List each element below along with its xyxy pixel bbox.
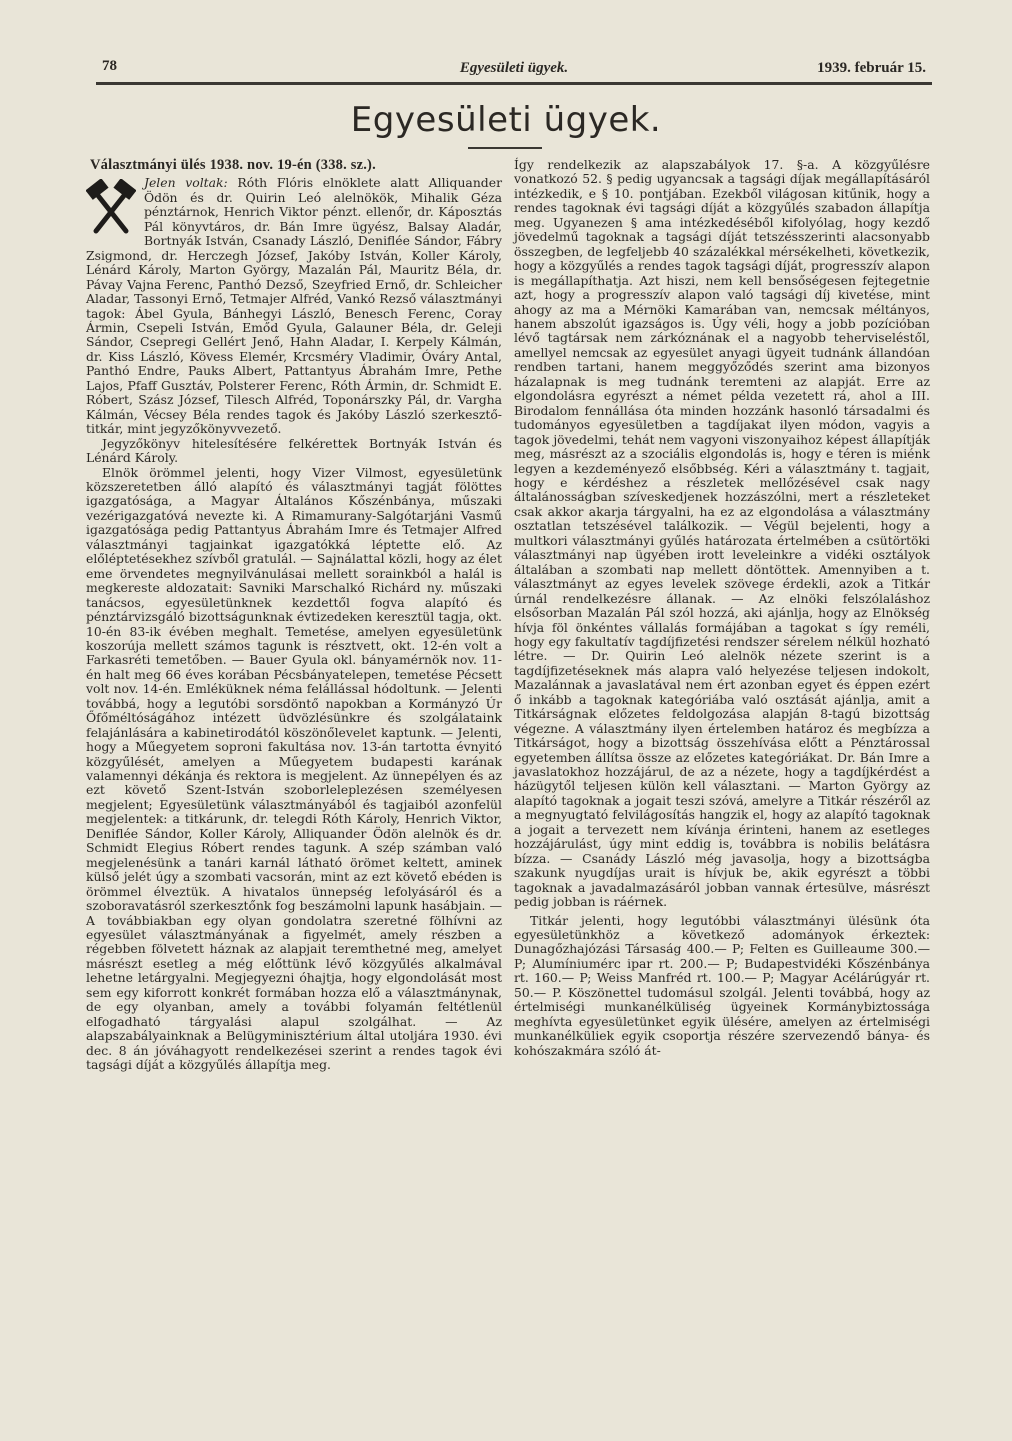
crossed-hammers-icon [86, 179, 136, 239]
attendance-paragraph [86, 176, 502, 436]
section-heading: Választmányi ülés 1938. nov. 19-én (338. sz.). [90, 157, 376, 173]
running-title: Egyesületi ügyek. [459, 60, 569, 76]
minutes-paragraph: Elnök örömmel jelenti, hogy Vizer Vilmost, egyesületünk közszeretetben álló alapító és választmányi tagját fölöttes igazgatósága, a Magyar Általános Kőszénbánya, műszaki vezérigazgatóvá nevezte ki. A Rimamurany-Salgótarjáni Vasmű igazgatósága pedig Pattantyus Ábrahám Imre és Tetmajer Alfred választmányi tagjainkat igazgatókká léptette elő. Az előléptetésekhez szívből gratulál. — Sajnálattal közli, hogy az élet eme örvendetes megnyilvánulásai mellett sorainkból a halál is megkereste aldozatait: Savniki Marschalkó Richárd ny. műszaki tanácsos, egyesületünknek kezdettől fogva alapító és pénztárvizsgáló bizottságunknak évtizedeken keresztül tagja, okt. 10-én 83-ik évében meghalt. Temetése, amelyen egyesületünk koszorúja mellett számos tagunk is résztvett, okt. 12-én volt a Farkasréti temetőben. — Bauer Gyula okl. bányamérnök nov. 11-én halt meg 66 éves korában Pécsbányatelepen, temetése Pécsett volt nov. 14-én. Emléküknek néma felállással hódoltunk. — Jelenti továbbá, hogy a legutóbi sorsdöntő napokban a Kormányzó Úr Őfőméltóságához intézett üdvözlésünkre és szolgálataink felajánlására a kabinetirodától köszönőlevelet kaptunk. — Jelenti, hogy a Műegyetem soproni fakultása nov. 13-án tartotta évnyitó közgyűlését, amelyen a Műegyetem budapesti karának valamennyi dékánja és rektora is megjelent. Az ünnepélyen és az ezt követő Szent-István szoborleleplezésen személyesen megjelent; Egyesületünk választmányából és tagjaiból azonfelül megjelentek: a titkárunk, dr. telegdi Róth Károly, Henrich Viktor, Deniflée Sándor, Koller Károly, Alliquander Ödön alelnök és dr. Schmidt Elegius Róbert rendes tagunk. A szép számban való megjelenésünk a tanári karnál látható örömet keltett, aminek külső jelét úgy a szombati vacsorán, mint az ezt követő ebéden is örömmel élveztük. A hivatalos ünnepség lefolyásáról és a szoboravatásról szerkesztőnk fog beszámolni lapunk hasábjain. — A továbbiakban egy olyan gondolatra szeretné fölhívni az egyesület választmányának a figyelmét, amely részben a régebben fölvetett háznak az alapjait teremthetné meg, amelyet másrészt esetleg a még előttünk lévő közgyűlés alkalmával lehetne letárgyalni. Megjegyezni óhajtja, hogy elgondolását most sem egy kiforrott konkrét formában hozza elő a választmánynak, de egy olyanban, amely a további folyamán feltétlenül elfogadható tárgyalási alapul szolgálhat. — Az alapszabályainknak a Belügyminisztérium által utoljára 1930. évi dec. 8 án jóváhagyott rendelkezései szerint a rendes tagok évi tagsági díját a közgyűlés állapítja meg. [86, 464, 502, 1073]
page-title: Egyesületi ügyek. [350, 100, 662, 140]
issue-date: 1939. február 15. [817, 60, 926, 76]
page-number: 78 [102, 58, 117, 74]
header-rule [96, 82, 932, 85]
title-rule [468, 147, 542, 149]
left-column [86, 158, 502, 1073]
attendance-list: Róth Flóris elnöklete alatt Alliquander Ödön és dr. Quirin Leó alelnökök, Mihalik Géza pénztárnok, Henrich Viktor pénzt. ellenőr, dr. Káposztás Pál könyvtáros, dr. Bán Imre ügyész, Balsay Aladár, Bortnyák István, Csanady László, Deniflée Sándor, Fábry Zsigmond, dr. Herczegh József, Jakóby István, Koller Károly, Lénárd Károly, Marton György, Mazalán Pál, Mauritz Béla, dr. Pávay Vajna Ferenc, Panthó Dezső, Szeyfried Ernő, dr. Schleicher Aladar, Tassonyi Ernő, Tetmajer Alfréd, Vankó Rezső választmányi tagok: Ábel Gyula, Bánhegyi László, Benesch Ferenc, Coray Ármin, Csepeli István, Emőd Gyula, Galauner Béla, dr. Geleji Sándor, Csepregi Gellért Jenő, Hahn Aladar, I. Kerpely Kálmán, dr. Kiss László, Kövess Elemér, Krcsméry Vladimir, Óváry Antal, Panthó Endre, Pauks Albert, Pattantyus Ábrahám Imre, Pethe Lajos, Pfaff Gusztáv, Polsterer Ferenc, Róth Ármin, dr. Schmidt E. Róbert, Szász József, Tilesch Alfréd, Toponárszky Pál, dr. Vargha Kálmán, Vécsey Béla rendes tagok és Jakóby László szerkesztő-titkár, mint jegyzőkönyvvezető. [86, 175, 502, 437]
right-column [514, 158, 930, 1058]
minutes-paragraph: Titkár jelenti, hogy legutóbbi választmányi ülésünk óta egyesületünkhöz a következő adományok érkeztek: Dunagőzhajózási Társaság 400.— P; Felten es Guilleaume 300.— P; Alumíniumérc ipar rt. 200.— P; Budapestvidéki Kőszénbánya rt. 160.— P; Weiss Manfréd rt. 100.— P; Magyar Acélárúgyár rt. 50.— P. Köszönettel tudomásul szolgál. Jelenti továbbá, hogy az értelmiségi munkanélküliség ügyeinek Kormánybiztossága meghívta egyesületünket egyik ülésére, amelyen az értelmiségi munkanélküliek egyik csoportja részére szervezendő bánya- és kohószakmára szóló át- [514, 912, 930, 1058]
minutes-paragraph: Jegyzőkönyv hitelesítésére felkérettek Bortnyák István és Lénárd Károly. [86, 435, 502, 466]
running-head [96, 58, 932, 82]
minutes-paragraph: Így rendelkezik az alapszabályok 17. §-a. A közgyűlésre vonatkozó 52. § pedig ugyancsak a tagsági díjak megállapításáról intézkedik, e § 10. pontjában. Ezekből világosan kitűnik, hogy a rendes tagoknak évi tagsági díját a közgyűlés szabadon állapítja meg. Ugyanezen § ama intézkedéséből kifolyólag, hogy kezdő jövedelmű tagoknak a tagsági díját tetszésszerinti alacsonyabb összegben, de legfeljebb 40 százalékkal mérsékelheti, következik, hogy a közgyűlés a rendes tagok tagsági díját, progresszív alapon is megállapíthatja. Azt hiszi, nem kell bensőségesen fejtegetnie azt, hogy a progresszív alapon való tagsági díj kivetése, mint ahogy az ma a Mérnöki Kamarában van, nemcsak méltányos, hanem abszolút igazságos is. Úgy véli, hogy a jobb pozícióban lévő tagtársak nem zárkóznának el a nagyobb teherviseléstől, amellyel nemcsak az egyesület anyagi ügyeit tudnánk állandóan rendben tartani, hanem meggyőződés szerint ama bizonyos házalapnak is meg tudnánk teremteni az alapját. Erre az elgondolásra egyrészt a német példa vezetett rá, ahol a III. Birodalom fennállása óta minden hozzánk hasonló társadalmi és tudományos egyesületben a tagdíjakat ilyen módon, vagyis a tagok jövedelmi, tehát nem vagyoni viszonyaihoz képest állapítják meg, másrészt az a szociális elgondolás is, hogy e téren is miénk legyen a kezdeményező elsőbbség. Kéri a választmány t. tagjait, hogy e kérdéshez a részletek mellőzésével csak nagy általánosságban szíveskedjenek hozzászólni, mert a részleteket csak akkor akarja tárgyalni, ha ez az elgondolása a választmány osztatlan tetszésével találkozik. — Végül bejelenti, hogy a multkori választmányi gyűlés határozata értelmében a csütörtöki választmányi nap ügyében irott leveleinkre a vidéki osztályok általában a szombati nap mellett döntöttek. Amennyiben a t. választmányt az egyes levelek szövege érdekli, azok a Titkár úrnál rendelkezésre állanak. — Az elnöki felszólaláshoz elsősorban Mazalán Pál szól hozzá, aki ajánlja, hogy az Elnökség hívja föl önkéntes vállalás formájában a tagokat s így reméli, hogy egy fakultatív tagdíjfizetési rendszer sérelem nélkül hozható létre. — Dr. Quirin Leó alelnök nézete szerint is a tagdíjfizetéseknek más alapra való helyezése teljesen indokolt, Mazalánnak a javaslatával nem ért azonban egyet és éppen ezért ő inkább a tagoknak kategóriába való osztását ajánlja, amit a Titkárságnak előzetes feldolgozása alapján 8-tagú bizottság végezne. A választmány ilyen értelemben határoz és megbízza a Titkárságot, hogy a bizottság összehívása előtt a Pénztárossal egyetemben állítsa össze az előzetes kategóriákat. Dr. Bán Imre a javaslatokhoz hozzájárul, de az a nézete, hogy a tagdíjkérdést a házügytől teljesen külön kell választani. — Marton György az alapító tagoknak a jogait teszi szóvá, amelyre a Titkár részéről az a megnyugtató felvilágosítás hangzik el, hogy az alapító tagoknak a jogait a tervezett nem kívánja érinteni, hanem az esetleges hozzájárulást, úgy mint eddig is, továbbra is nobilis belátásra bízza. — Csanády László még javasolja, hogy a bizottságba szakunk nyugdíjas urait is hívjuk be, akik egyrészt a többi tagoknak a javadalmazásáról jobban vannak értesülve, másrészt pedig jobban is ráérnek. [514, 157, 930, 910]
attendance-lead: Jelen voltak: [144, 175, 228, 191]
